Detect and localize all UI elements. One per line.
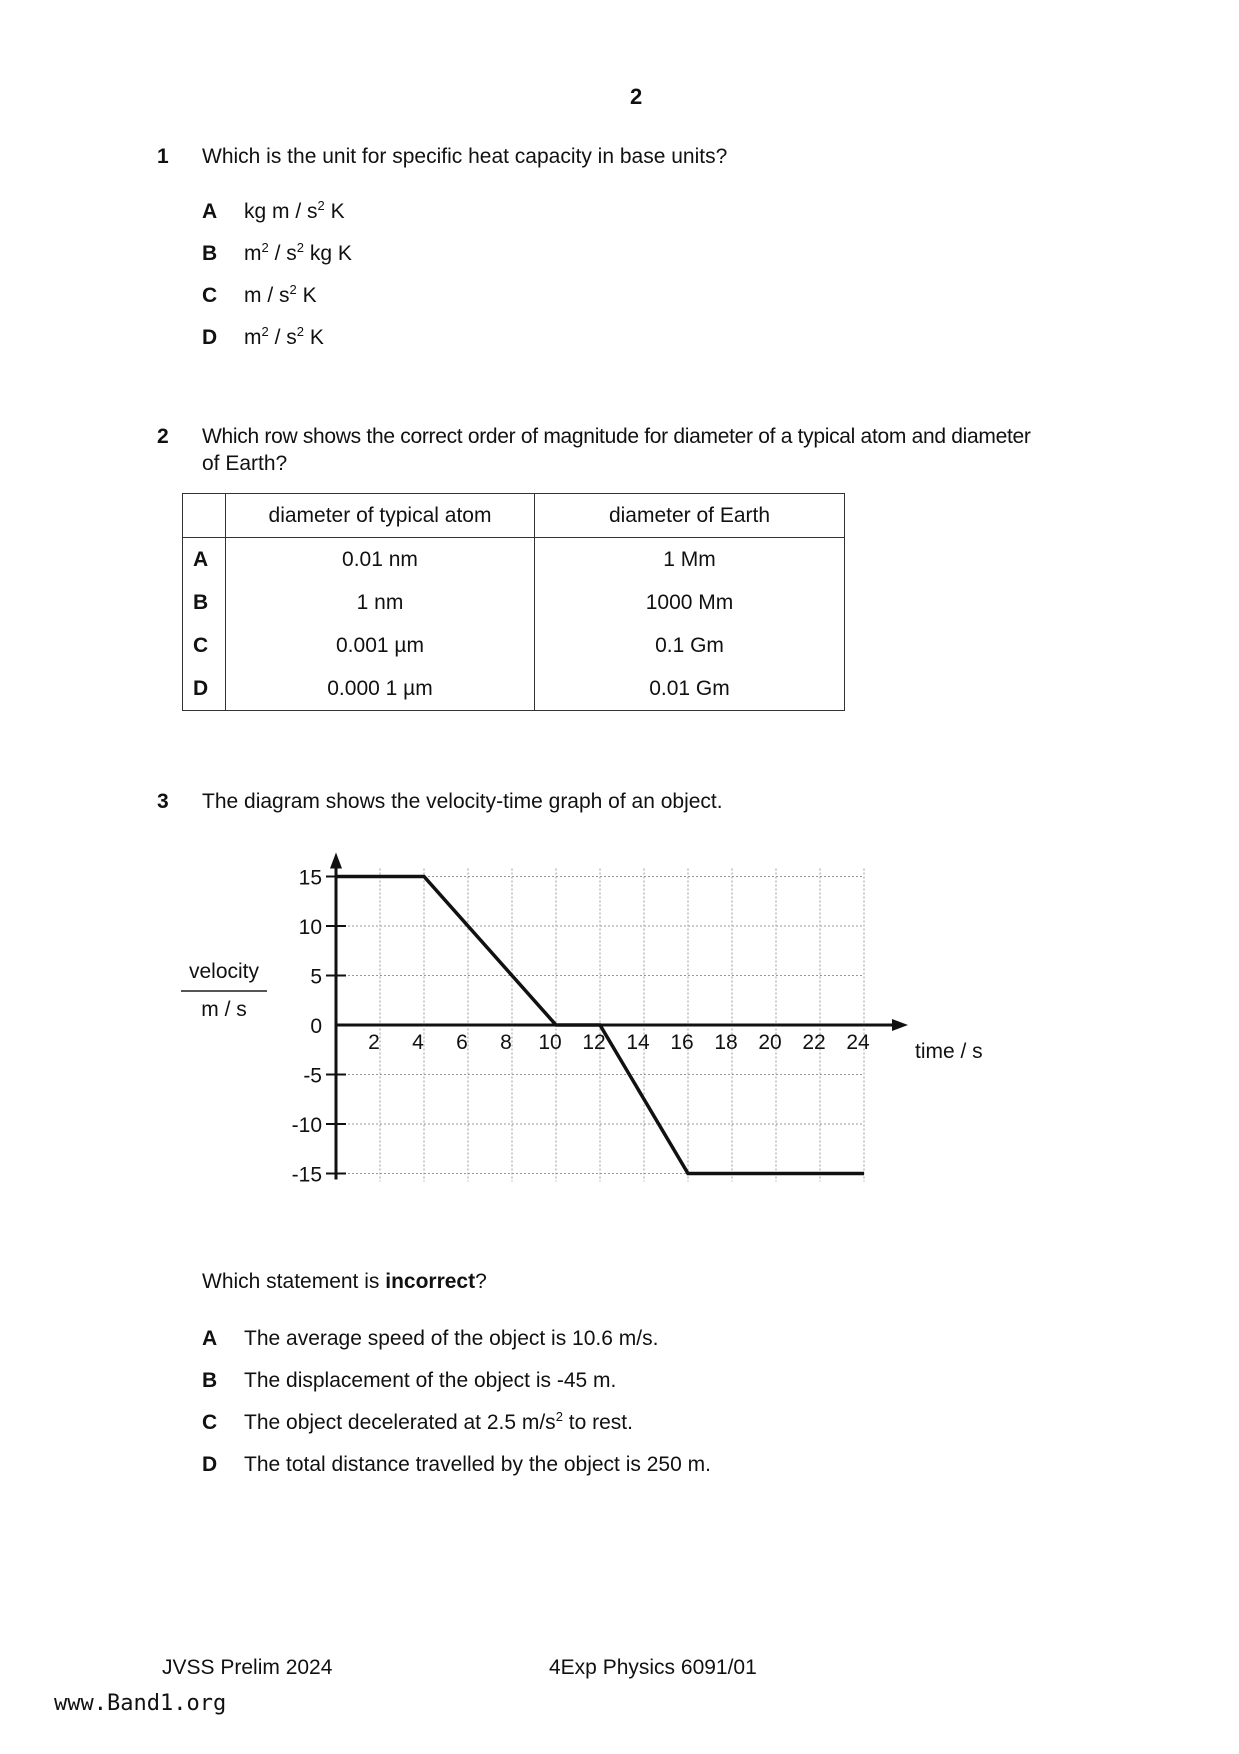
option-text: kg K xyxy=(303,242,352,265)
table-row xyxy=(183,581,845,624)
prompt-text: ? xyxy=(475,1270,487,1293)
atom-diameter: 0.01 nm xyxy=(226,538,535,582)
table-row xyxy=(183,667,845,711)
superscript: 2 xyxy=(289,282,297,297)
superscript: 2 xyxy=(555,1409,563,1424)
grid-lines xyxy=(336,869,864,1182)
y-tick-label: 0 xyxy=(310,1015,322,1038)
page-number: 2 xyxy=(630,84,643,109)
option-letter: C xyxy=(202,284,218,307)
option-text: K xyxy=(296,284,317,307)
table-row xyxy=(183,624,845,667)
superscript: 2 xyxy=(261,324,269,339)
option-c xyxy=(202,284,317,308)
table-header-blank xyxy=(183,494,226,538)
x-tick-label: 2 xyxy=(368,1031,380,1054)
x-axis-arrow-icon xyxy=(892,1019,908,1031)
question-text: The diagram shows the velocity-time graph of an object. xyxy=(202,790,723,813)
question-prompt xyxy=(202,1270,487,1294)
x-tick-label: 8 xyxy=(500,1031,512,1054)
fraction-bar xyxy=(181,990,267,992)
y-axis-label-unit: m / s xyxy=(201,998,247,1021)
atom-diameter: 1 nm xyxy=(226,581,535,624)
y-tick-label: -10 xyxy=(291,1114,322,1137)
prompt-emphasis: incorrect xyxy=(385,1270,476,1293)
earth-diameter: 0.1 Gm xyxy=(535,624,845,667)
x-axis-label: time / s xyxy=(915,1040,983,1063)
question-text-line-1: Which row shows the correct order of magnitude for diameter of a typical atom and diameter xyxy=(202,425,1031,448)
question-number: 2 xyxy=(157,425,169,448)
option-b xyxy=(202,1369,616,1393)
option-text: to rest. xyxy=(562,1411,633,1434)
x-tick-label: 22 xyxy=(802,1031,826,1054)
earth-diameter: 0.01 Gm xyxy=(535,667,845,711)
y-tick-label: 15 xyxy=(298,866,322,890)
x-tick-label: 24 xyxy=(846,1031,870,1054)
option-text: The object decelerated at 2.5 m/s xyxy=(244,1411,556,1434)
superscript: 2 xyxy=(296,324,304,339)
row-letter: A xyxy=(183,538,226,582)
option-a xyxy=(202,200,345,224)
magnitude-table xyxy=(182,493,845,711)
x-tick-label: 4 xyxy=(412,1031,424,1054)
table-row xyxy=(183,538,845,582)
y-axis-arrow-icon xyxy=(330,853,342,869)
option-letter: D xyxy=(202,326,218,349)
velocity-line xyxy=(336,877,864,1174)
option-text: m xyxy=(244,242,262,265)
question-number: 1 xyxy=(157,145,169,168)
tick-labels xyxy=(292,867,870,1187)
option-letter: A xyxy=(202,1327,218,1350)
option-c xyxy=(202,1411,633,1435)
footer-paper-code: 4Exp Physics 6091/01 xyxy=(549,1656,757,1679)
question-text: Which is the unit for specific heat capacity in base units? xyxy=(202,145,728,168)
option-d xyxy=(202,326,324,350)
superscript: 2 xyxy=(261,240,269,255)
row-letter: D xyxy=(183,667,226,711)
option-d xyxy=(202,1453,711,1477)
row-letter: B xyxy=(183,581,226,624)
option-text: The total distance travelled by the object is 250 m. xyxy=(244,1453,711,1476)
atom-diameter: 0.001 µm xyxy=(226,624,535,667)
prompt-text: Which statement is xyxy=(202,1270,386,1293)
x-tick-label: 18 xyxy=(714,1031,738,1054)
option-text: kg m / s xyxy=(244,200,318,223)
y-tick-label: -5 xyxy=(303,1064,322,1088)
table-header-atom: diameter of typical atom xyxy=(226,494,535,538)
option-b xyxy=(202,242,352,266)
option-text: / s xyxy=(268,242,297,265)
option-text: K xyxy=(303,326,324,349)
y-tick-label: -15 xyxy=(291,1163,322,1187)
option-text: The displacement of the object is -45 m. xyxy=(244,1369,617,1392)
option-text: The average speed of the object is 10.6 m/s. xyxy=(244,1327,659,1350)
earth-diameter: 1 Mm xyxy=(535,538,845,582)
option-letter: B xyxy=(202,242,218,265)
earth-diameter: 1000 Mm xyxy=(535,581,845,624)
option-text: K xyxy=(324,200,345,223)
y-tick-label: 5 xyxy=(310,965,322,989)
table-header-earth: diameter of Earth xyxy=(535,494,845,538)
option-a xyxy=(202,1327,658,1351)
row-letter: C xyxy=(183,624,226,667)
watermark-link[interactable]: www.Band1.org xyxy=(54,1691,227,1716)
question-text-line-2: of Earth? xyxy=(202,452,288,475)
option-text: / s xyxy=(268,326,297,349)
option-text: m / s xyxy=(244,284,290,307)
y-tick-label: 10 xyxy=(298,916,322,939)
x-tick-label: 10 xyxy=(538,1031,562,1054)
y-axis-label-quantity: velocity xyxy=(188,960,260,983)
option-letter: D xyxy=(202,1453,218,1476)
superscript: 2 xyxy=(317,198,325,213)
axes xyxy=(326,853,908,1180)
option-text: m xyxy=(244,326,262,349)
x-tick-label: 16 xyxy=(670,1031,694,1054)
option-letter: B xyxy=(202,1369,218,1392)
question-number: 3 xyxy=(157,790,169,813)
atom-diameter: 0.000 1 µm xyxy=(226,667,535,711)
x-tick-label: 20 xyxy=(758,1031,782,1054)
table-header-row xyxy=(183,494,845,538)
option-letter: A xyxy=(202,200,218,223)
x-tick-label: 12 xyxy=(582,1031,606,1054)
x-tick-label: 6 xyxy=(456,1031,468,1054)
x-tick-label: 14 xyxy=(626,1031,650,1054)
option-letter: C xyxy=(202,1411,218,1434)
footer-exam-name: JVSS Prelim 2024 xyxy=(162,1656,333,1679)
superscript: 2 xyxy=(296,240,304,255)
